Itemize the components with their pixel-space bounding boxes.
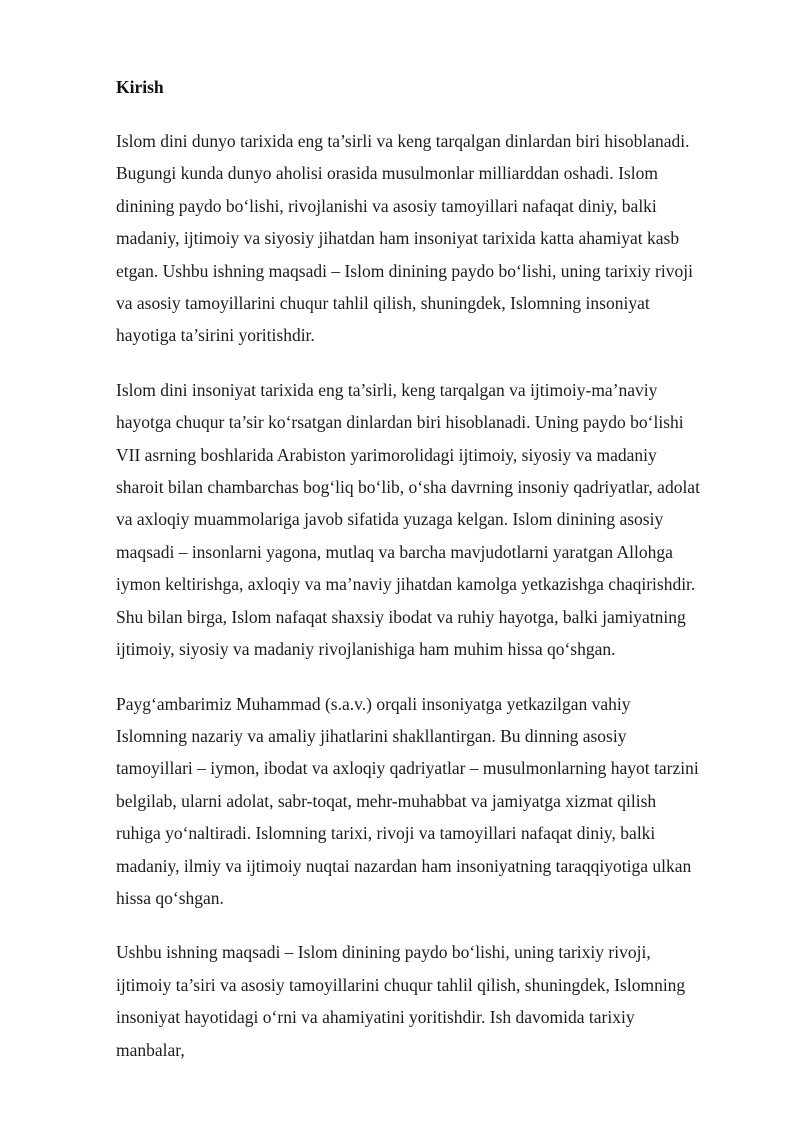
text-line: etgan. Ushbu ishning maqsadi – Islom dinining paydo bo‘lishi, uning tarixiy rivoji: [116, 260, 693, 281]
paragraph-list: [116, 125, 748, 1066]
text-line: hayotiga ta’sirini yoritishdir.: [116, 325, 315, 346]
text-line: maqsadi – insonlarni yagona, mutlaq va barcha mavjudotlarni yaratgan Allohga: [116, 541, 673, 562]
text-line: hayotga chuqur ta’sir ko‘rsatgan dinlardan biri hisoblanadi. Uning paydo bo‘lishi: [116, 412, 684, 433]
document-body: [116, 74, 748, 1088]
text-line: va asosiy tamoyillarini chuqur tahlil qilish, shuningdek, Islomning insoniyat: [116, 293, 650, 314]
text-line: insoniyat hayotidagi o‘rni va ahamiyatini yoritishdir. Ish davomida tarixiy: [116, 1007, 635, 1028]
text-line: Payg‘ambarimiz Muhammad (s.a.v.) orqali insoniyatga yetkazilgan vahiy: [116, 693, 631, 714]
text-line: manbalar,: [116, 1039, 185, 1060]
text-line: ijtimoiy ta’siri va asosiy tamoyillarini chuqur tahlil qilish, shuningdek, Islomning: [116, 974, 686, 995]
text-line: belgilab, ularni adolat, sabr-toqat, mehr-muhabbat va jamiyatga xizmat qilish: [116, 790, 657, 811]
text-line: iymon keltirishga, axloqiy va ma’naviy jihatdan kamolga yetkazishga chaqirishdir.: [116, 574, 696, 595]
section-heading: Kirish: [116, 77, 164, 97]
text-line: dinining paydo bo‘lishi, rivojlanishi va asosiy tamoyillari nafaqat diniy, balki: [116, 195, 657, 216]
text-line: madaniy, ijtimoiy va siyosiy jihatdan ham insoniyat tarixida katta ahamiyat kasb: [116, 228, 680, 249]
text-line: sharoit bilan chambarchas bog‘liq bo‘lib, o‘sha davrning insoniy qadriyatlar, adolat: [116, 477, 700, 498]
text-line: ruhiga yo‘naltiradi. Islomning tarixi, rivoji va tamoyillari nafaqat diniy, balki: [116, 823, 656, 844]
text-line: tamoyillari – iymon, ibodat va axloqiy qadriyatlar – musulmonlarning hayot tarzini: [116, 758, 699, 779]
text-line: Islom dini insoniyat tarixida eng ta’sirli, keng tarqalgan va ijtimoiy-ma’naviy: [116, 379, 658, 400]
paragraph: [116, 936, 748, 1066]
paragraph: [116, 125, 748, 352]
text-line: madaniy, ilmiy va ijtimoiy nuqtai nazardan ham insoniyatning taraqqiyotiga ulkan: [116, 855, 692, 876]
text-line: hissa qo‘shgan.: [116, 887, 224, 908]
text-line: Shu bilan birga, Islom nafaqat shaxsiy ibodat va ruhiy hayotga, balki jamiyatning: [116, 606, 686, 627]
text-line: Islom dini dunyo tarixida eng ta’sirli va keng tarqalgan dinlardan biri hisoblanadi.: [116, 131, 690, 151]
text-line: va axloqiy muammolariga javob sifatida yuzaga kelgan. Islom dinining asosiy: [116, 509, 664, 530]
text-line: Ushbu ishning maqsadi – Islom dinining paydo bo‘lishi, uning tarixiy rivoji,: [116, 942, 651, 963]
text-line: ijtimoiy, siyosiy va madaniy rivojlanishiga ham muhim hissa qo‘shgan.: [116, 639, 616, 660]
text-line: VII asrning boshlarida Arabiston yarimorolidagi ijtimoiy, siyosiy va madaniy: [116, 444, 657, 465]
text-line: Islomning nazariy va amaliy jihatlarini shakllantirgan. Bu dinning asosiy: [116, 725, 627, 746]
paragraph: [116, 374, 748, 666]
text-line: Bugungi kunda dunyo aholisi orasida musulmonlar milliarddan oshadi. Islom: [116, 163, 658, 184]
paragraph: [116, 688, 748, 915]
